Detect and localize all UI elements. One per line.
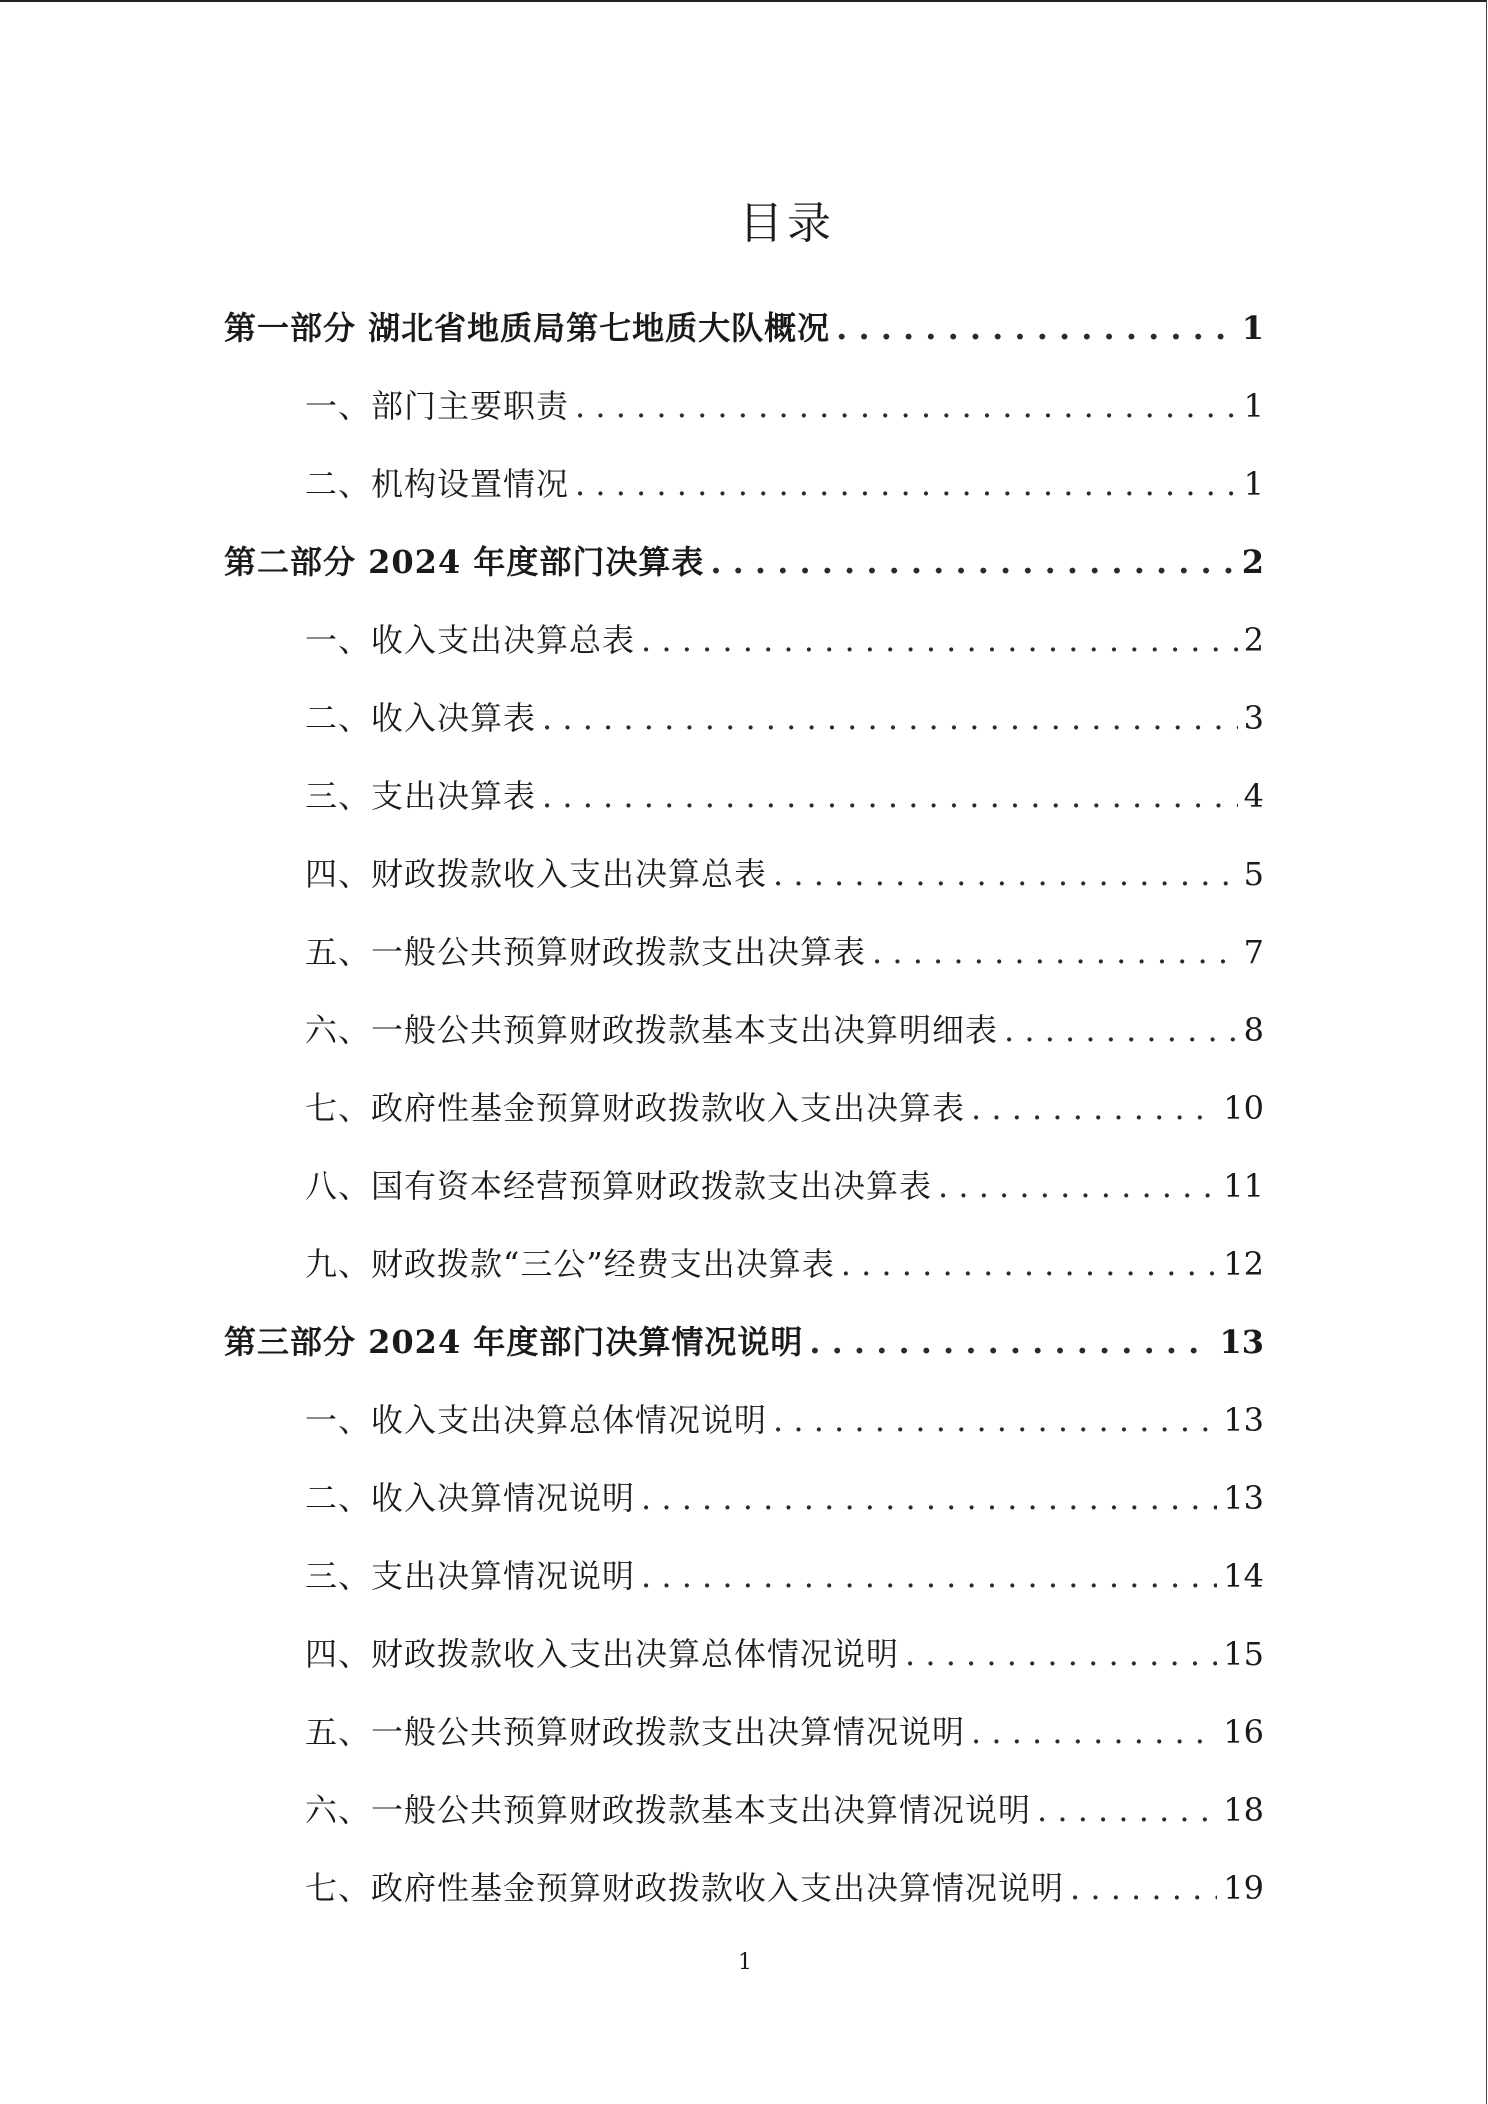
toc-entry[interactable] xyxy=(305,1551,1264,1601)
toc-entry-label: 二、机构设置情况 xyxy=(305,465,570,503)
toc-entry[interactable] xyxy=(305,1161,1264,1211)
dot-leader xyxy=(1037,1785,1217,1835)
toc-entry[interactable] xyxy=(305,693,1264,743)
dot-leader xyxy=(841,1239,1218,1289)
dot-leader xyxy=(773,1395,1217,1445)
toc-entry-page: 13 xyxy=(1219,1323,1264,1361)
toc-entry-page: 15 xyxy=(1223,1635,1264,1673)
toc-entry-page: 1 xyxy=(1241,309,1264,347)
toc-entry[interactable] xyxy=(305,927,1264,977)
toc-entry-page: 4 xyxy=(1243,777,1264,815)
toc-entry[interactable] xyxy=(305,1629,1264,1679)
dot-leader xyxy=(575,459,1238,509)
toc-entry[interactable] xyxy=(305,381,1264,431)
toc-entry[interactable] xyxy=(224,537,1264,587)
toc-entry[interactable] xyxy=(305,849,1264,899)
dot-leader xyxy=(575,381,1238,431)
toc-entry-page: 10 xyxy=(1223,1089,1264,1127)
toc-entry-label: 三、支出决算情况说明 xyxy=(305,1557,636,1595)
toc-entry-label: 第二部分 2024 年度部门决算表 xyxy=(224,543,705,581)
toc-entry-label: 六、一般公共预算财政拨款基本支出决算明细表 xyxy=(305,1011,999,1049)
dot-leader xyxy=(542,693,1238,743)
dot-leader xyxy=(542,771,1238,821)
toc-entry-label: 四、财政拨款收入支出决算总表 xyxy=(305,855,768,893)
toc-entry[interactable] xyxy=(305,1707,1264,1757)
dot-leader xyxy=(710,537,1235,587)
toc-entry-page: 11 xyxy=(1223,1167,1264,1205)
toc-entry[interactable] xyxy=(224,303,1264,353)
toc-entry-page: 5 xyxy=(1243,855,1264,893)
toc-entry-label: 四、财政拨款收入支出决算总体情况说明 xyxy=(305,1635,900,1673)
toc-entry[interactable] xyxy=(224,1317,1264,1367)
toc-entry[interactable] xyxy=(305,1083,1264,1133)
toc-entry-page: 2 xyxy=(1243,621,1264,659)
toc-entry-page: 19 xyxy=(1223,1869,1264,1907)
dot-leader xyxy=(641,1551,1217,1601)
toc-entry-label: 二、收入决算情况说明 xyxy=(305,1479,636,1517)
toc-entry[interactable] xyxy=(305,1005,1264,1055)
toc-entry-label: 一、收入支出决算总表 xyxy=(305,621,636,659)
toc-entry-page: 8 xyxy=(1243,1011,1264,1049)
toc-entry-label: 第一部分 湖北省地质局第七地质大队概况 xyxy=(224,309,831,347)
toc-entry-label: 六、一般公共预算财政拨款基本支出决算情况说明 xyxy=(305,1791,1032,1829)
toc-entry-page: 13 xyxy=(1223,1401,1264,1439)
toc-entry-label: 二、收入决算表 xyxy=(305,699,537,737)
page-title: 目录 xyxy=(739,198,835,249)
toc-entry-label: 五、一般公共预算财政拨款支出决算表 xyxy=(305,933,867,971)
toc-entry-label: 七、政府性基金预算财政拨款收入支出决算情况说明 xyxy=(305,1869,1065,1907)
dot-leader xyxy=(905,1629,1217,1679)
toc-entry-page: 13 xyxy=(1223,1479,1264,1517)
dot-leader xyxy=(809,1317,1213,1367)
toc-entry-label: 八、国有资本经营预算财政拨款支出决算表 xyxy=(305,1167,933,1205)
toc-entry-label: 五、一般公共预算财政拨款支出决算情况说明 xyxy=(305,1713,966,1751)
dot-leader xyxy=(971,1083,1217,1133)
toc-entry[interactable] xyxy=(305,615,1264,665)
toc-entry-label: 一、收入支出决算总体情况说明 xyxy=(305,1401,768,1439)
toc-entry-page: 2 xyxy=(1241,543,1264,581)
toc-entry[interactable] xyxy=(305,1395,1264,1445)
toc-entry[interactable] xyxy=(305,771,1264,821)
dot-leader xyxy=(971,1707,1217,1757)
dot-leader xyxy=(773,849,1238,899)
toc-entry[interactable] xyxy=(305,1239,1264,1289)
toc-entry-label: 第三部分 2024 年度部门决算情况说明 xyxy=(224,1323,804,1361)
toc-entry-page: 16 xyxy=(1223,1713,1264,1751)
toc-entry-label: 九、财政拨款“三公”经费支出决算表 xyxy=(305,1245,835,1283)
toc-entry-page: 1 xyxy=(1243,387,1264,425)
toc-entry[interactable] xyxy=(305,459,1264,509)
dot-leader xyxy=(1070,1863,1217,1913)
dot-leader xyxy=(836,303,1236,353)
toc-entry-label: 三、支出决算表 xyxy=(305,777,537,815)
page-number: 1 xyxy=(738,1950,752,1975)
dot-leader xyxy=(938,1161,1217,1211)
toc-entry-page: 7 xyxy=(1243,933,1264,971)
toc-entry[interactable] xyxy=(305,1473,1264,1523)
toc-entry[interactable] xyxy=(305,1863,1264,1913)
toc-entry-page: 12 xyxy=(1223,1245,1264,1283)
dot-leader xyxy=(1004,1005,1238,1055)
toc-entry[interactable] xyxy=(305,1785,1264,1835)
toc-entry-label: 一、部门主要职责 xyxy=(305,387,570,425)
toc-entry-page: 1 xyxy=(1243,465,1264,503)
dot-leader xyxy=(641,1473,1217,1523)
toc-entry-page: 3 xyxy=(1243,699,1264,737)
dot-leader xyxy=(872,927,1238,977)
toc-entry-page: 14 xyxy=(1223,1557,1264,1595)
toc-entry-label: 七、政府性基金预算财政拨款收入支出决算表 xyxy=(305,1089,966,1127)
toc-entry-page: 18 xyxy=(1223,1791,1264,1829)
dot-leader xyxy=(641,615,1238,665)
